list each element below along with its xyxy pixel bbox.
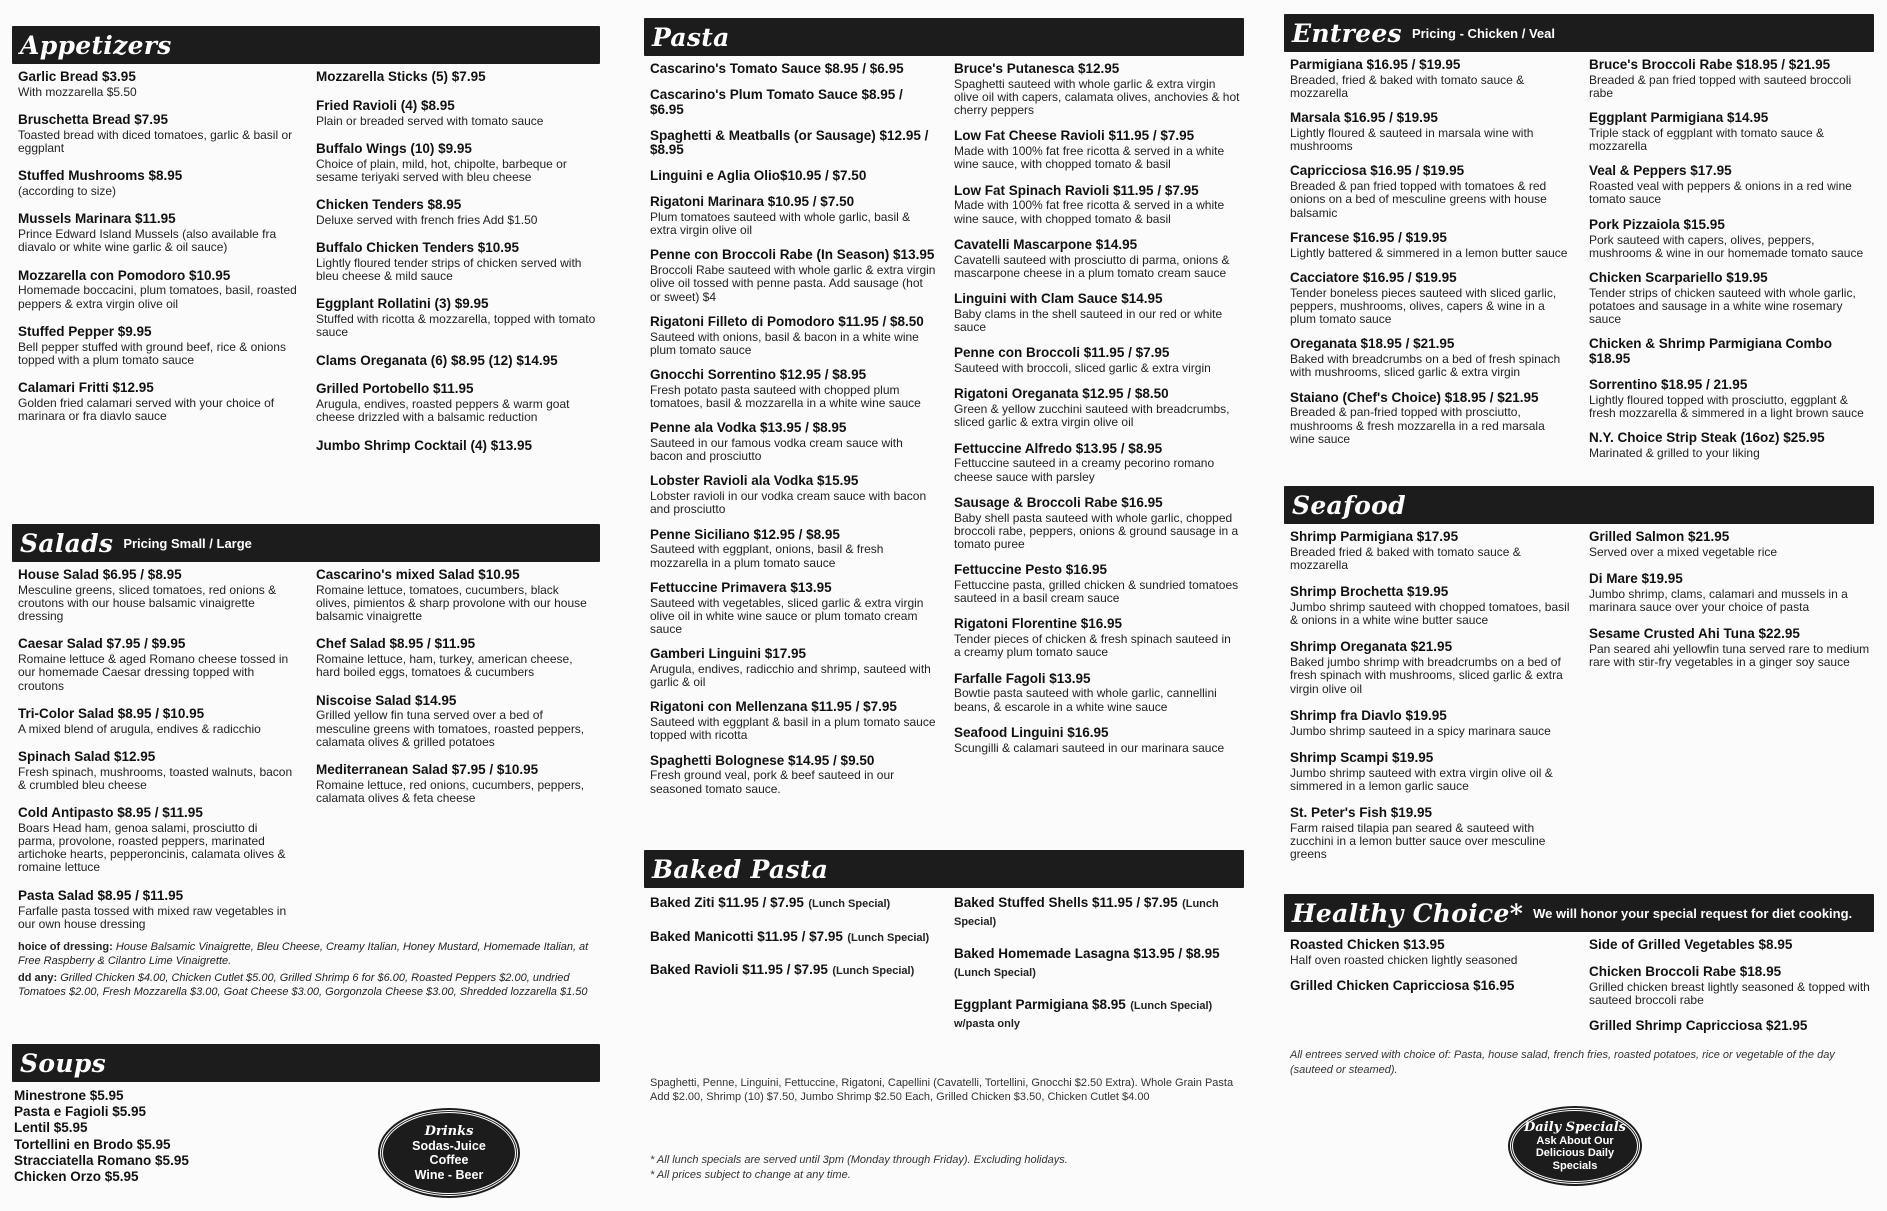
menu-item: House Salad $6.95 / $8.95 Mesculine greens, sliced tomatoes, red onions & croutons with our house balsamic vinaigrette dressing (18, 567, 277, 624)
list-item: Lentil $5.95 (14, 1120, 88, 1136)
menu-item: Staiano (Chef's Choice) $18.95 / $21.95 Breaded & pan-fried topped with prosciutto, mushrooms & fresh mozzarella in a red marsala wine sauce (1290, 389, 1545, 446)
menu-item: Baked Stuffed Shells $11.95 / $7.95 (Lunch Special) (954, 895, 1219, 928)
menu-item: Lobster Ravioli ala Vodka $15.95 Lobster ravioli in our vodka cream sauce with bacon and prosciutto (650, 473, 927, 517)
healthy-choice-title: Healthy Choice* (1292, 898, 1524, 928)
baked-pasta-list-right (954, 894, 1240, 1048)
menu-item: Grilled Portobello $11.95 Arugula, endives, roasted peppers & warm goat cheese drizzled with a balsamic reduction (316, 381, 570, 425)
menu-item: Cacciatore $16.95 / $19.95 Tender boneless pieces sauteed with sliced garlic, peppers, mushrooms, olives, capers & wine in a plum tomato sauce (1290, 269, 1557, 327)
menu-item: Spaghetti & Meatballs (or Sausage) $12.95 / $8.95 (650, 127, 929, 158)
menu-item: Cascarino's Plum Tomato Sauce $8.95 / $6.95 (650, 86, 903, 117)
salads-title: Salads (20, 528, 114, 558)
menu-item: Stuffed Mushrooms $8.95 (according to size) (18, 168, 183, 199)
menu-item: Jumbo Shrimp Cocktail (4) $13.95 (316, 437, 533, 453)
menu-item: Oreganata $18.95 / $21.95 Baked with breadcrumbs on a bed of fresh spinach with mushrooms, sliced garlic & extra virgin (1290, 336, 1561, 380)
seafood-list-left (1290, 530, 1571, 875)
menu-item: Caesar Salad $7.95 / $9.95 Romaine lettuce & aged Romano cheese tossed in our homemade Caesar dressing topped with croutons (18, 636, 289, 693)
soups-banner (12, 1044, 600, 1082)
menu-item: Spaghetti Bolognese $14.95 / $9.50 Fresh ground veal, pork & beef sauteed in our seasoned tomato sauce. (650, 752, 895, 796)
menu-item: Chicken & Shrimp Parmigiana Combo $18.95 (1589, 336, 1833, 367)
menu-item: Eggplant Parmigiana $8.95 (Lunch Special) w/pasta only (954, 997, 1213, 1030)
menu-item: Bruce's Putanesca $12.95 Spaghetti sauteed with whole garlic & extra virgin olive oil with capers, calamata olives, anchovies & hot cherry peppers (954, 61, 1240, 118)
menu-item: Shrimp Brochetta $19.95 Jumbo shrimp sauteed with chopped tomatoes, basil & onions in a white wine butter sauce (1290, 584, 1570, 628)
menu-item: Mediterranean Salad $7.95 / $10.95 Romaine lettuce, red onions, cucumbers, peppers, calamata olives & feta cheese (316, 762, 585, 806)
pasta-banner (644, 18, 1244, 56)
menu-item: Rigatoni Florentine $16.95 Tender pieces of chicken & fresh spinach sauteed in a creamy plum tomato sauce (954, 616, 1231, 660)
baked-pasta-list-left (650, 894, 936, 1048)
menu-item: Marsala $16.95 / $19.95 Lightly floured & sauteed in marsala wine with mushrooms (1290, 110, 1534, 154)
menu-item: Low Fat Cheese Ravioli $11.95 / $7.95 Made with 100% fat free ricotta & served in a white wine sauce, with chopped tomato & basil (954, 128, 1225, 172)
pasta-list-right (954, 62, 1240, 807)
menu-item: Capricciosa $16.95 / $19.95 Breaded & pan fried topped with tomatoes & red onions on a bed of mesculine greens with house balsamic (1290, 163, 1547, 220)
list-item: Stracciatella Romano $5.95 (14, 1152, 189, 1168)
menu-item: N.Y. Choice Strip Steak (16oz) $25.95 Marinated & grilled to your liking (1589, 430, 1825, 461)
menu-item: Mussels Marinara $11.95 Prince Edward Island Mussels (also available fra diavalo or white wine garlic & oil sauce) (18, 211, 277, 255)
menu-item: Roasted Chicken $13.95 Half oven roasted chicken lightly seasoned (1290, 937, 1518, 967)
menu-item: Low Fat Spinach Ravioli $11.95 / $7.95 Made with 100% fat free ricotta & served in a white wine sauce, with chopped tomato & basil (954, 182, 1225, 226)
menu-item: Di Mare $19.95 Jumbo shrimp, clams, calamari and mussels in a marinara sauce over your choice of pasta (1589, 571, 1848, 615)
menu-column-right (1284, 0, 1874, 1211)
menu-item: Fried Ravioli (4) $8.95 Plain or breaded served with tomato sauce (316, 97, 544, 128)
seafood-section (1284, 486, 1874, 875)
salads-list-left (18, 568, 298, 945)
menu-item: Spinach Salad $12.95 Fresh spinach, mushrooms, toasted walnuts, bacon & crumbled bleu cheese (18, 748, 293, 792)
healthy-choice-section (1284, 894, 1874, 1172)
menu-item: Bruschetta Bread $7.95 Toasted bread with diced tomatoes, garlic & basil or eggplant (18, 112, 293, 156)
baked-pasta-section (644, 850, 1244, 1183)
menu-item: Niscoise Salad $14.95 Grilled yellow fin tuna served over a bed of mesculine greens with tomatoes, roasted peppers, calamata olives & grilled potatoes (316, 692, 585, 749)
list-item: Pasta e Fagioli $5.95 (14, 1104, 147, 1120)
menu-item: Eggplant Rollatini (3) $9.95 Stuffed with ricotta & mozzarella, topped with tomato sauce (316, 296, 596, 340)
menu-item: Penne con Broccoli Rabe (In Season) $13.95 Broccoli Rabe sauteed with whole garlic & extra virgin olive oil tossed with penne pasta. Add sausage (hot or sweet) $4 (650, 247, 936, 304)
menu-item: Baked Manicotti $11.95 / $7.95 (Lunch Special) (650, 928, 930, 944)
menu-item: Sesame Crusted Ahi Tuna $22.95 Pan seared ahi yellowfin tuna served rare to medium rare with stir-fry vegetables in a ginger soy sauce (1589, 626, 1870, 670)
entrees-list-right (1589, 58, 1870, 471)
menu-item: Cavatelli Mascarpone $14.95 Cavatelli sauteed with prosciutto di parma, onions & mascarpone cheese in a plum tomato cream sauce (954, 236, 1230, 280)
salads-banner (12, 524, 600, 562)
menu-item: Gnocchi Sorrentino $12.95 / $8.95 Fresh potato pasta sauteed with chopped plum tomatoes, basil & mozzarella in a white wine sauce (650, 366, 921, 410)
menu-item: Buffalo Chicken Tenders $10.95 Lightly floured tender strips of chicken served with bleu cheese & mild sauce (316, 240, 582, 284)
menu-item: Baked Ziti $11.95 / $7.95 (Lunch Special) (650, 895, 891, 910)
menu-item: Grilled Chicken Capricciosa $16.95 (1290, 978, 1515, 994)
menu-item: Rigatoni Marinara $10.95 / $7.50 Plum tomatoes sauteed with whole garlic, basil & extra virgin olive oil (650, 194, 911, 238)
baked-pasta-title: Baked Pasta (652, 854, 829, 884)
healthy-choice-banner (1284, 894, 1874, 932)
menu-item: Tri-Color Salad $8.95 / $10.95 A mixed blend of arugula, endives & radicchio (18, 705, 261, 736)
pasta-section (644, 18, 1244, 807)
menu-item: Chef Salad $8.95 / $11.95 Romaine lettuce, ham, turkey, american cheese, hard boiled eggs, tomatoes & cucumbers (316, 636, 573, 680)
menu-item: Mozzarella con Pomodoro $10.95 Homemade boccacini, plum tomatoes, basil, roasted peppers & extra virgin olive oil (18, 267, 297, 311)
menu-item: Sausage & Broccoli Rabe $16.95 Baby shell pasta sauteed with whole garlic, chopped broccoli rabe, peppers, onions & ground sausage in a tomato puree (954, 494, 1239, 551)
menu-item: Cold Antipasto $8.95 / $11.95 Boars Head ham, genoa salami, prosciutto di parma, provolone, roasted peppers, marinated artichoke hearts, pepperoncinis, calamata olives & romaine lettuce (18, 805, 286, 875)
seafood-title: Seafood (1292, 490, 1406, 520)
menu-item: Stuffed Pepper $9.95 Bell pepper stuffed with ground beef, rice & onions topped with a plum tomato sauce (18, 323, 286, 367)
menu-item: Veal & Peppers $17.95 Roasted veal with peppers & onions in a red wine tomato sauce (1589, 163, 1852, 207)
menu-item: Shrimp Parmigiana $17.95 Breaded fried & baked with tomato sauce & mozzarella (1290, 529, 1521, 573)
menu-item: Linguini e Aglia Olio$10.95 / $7.50 (650, 168, 867, 184)
menu-item: Bruce's Broccoli Rabe $18.95 / $21.95 Breaded & pan fried topped with sauteed broccoli rabe (1589, 57, 1852, 101)
pasta-title: Pasta (652, 22, 730, 52)
menu-item: Penne con Broccoli $11.95 / $7.95 Sauteed with broccoli, sliced garlic & extra virgin (954, 345, 1211, 376)
menu-item: Sorrentino $18.95 / 21.95 Lightly floured topped with prosciutto, eggplant & fresh mozzarella & simmered in a light brown sauce (1589, 376, 1864, 420)
menu-item: Grilled Shrimp Capricciosa $21.95 (1589, 1018, 1808, 1034)
healthy-list-left (1290, 938, 1571, 1046)
menu-item: Parmigiana $16.95 / $19.95 Breaded, fried & baked with tomato sauce & mozzarella (1290, 57, 1525, 101)
entrees-section (1284, 14, 1874, 471)
healthy-choice-subtitle: We will honor your special request for diet cooking. (1533, 905, 1853, 921)
entrees-title: Entrees (1292, 18, 1402, 48)
entrees-list-left (1290, 58, 1571, 471)
appetizers-section (12, 26, 600, 467)
list-item: Chicken Orzo $5.95 (14, 1168, 139, 1184)
menu-item: Mozzarella Sticks (5) $7.95 (316, 69, 486, 84)
appetizers-banner (12, 26, 600, 64)
soups-section (12, 1044, 600, 1185)
menu-item: Shrimp Oreganata $21.95 Baked jumbo shrimp with breadcrumbs on a bed of fresh spinach with mushrooms, sliced garlic & extra virgin olive oil (1290, 639, 1563, 696)
entrees-banner (1284, 14, 1874, 52)
menu-item: Baked Homemade Lasagna $13.95 / $8.95 (Lunch Special) (954, 946, 1220, 979)
appetizers-list-right (316, 70, 596, 467)
menu-item: Baked Ravioli $11.95 / $7.95 (Lunch Special) (650, 962, 915, 978)
seafood-list-right (1589, 530, 1870, 875)
menu-item: Rigatoni Filleto di Pomodoro $11.95 / $8.50 Sauteed with onions, basil & bacon in a white wine plum tomato sauce (650, 313, 924, 357)
served-with-note: All entrees served with choice of: Pasta, house salad, french fries, roasted potatoes, rice or vegetable of the day (sauteed or steamed). (1290, 1048, 1835, 1076)
pasta-list-left (650, 62, 936, 807)
appetizers-title: Appetizers (20, 30, 172, 60)
menu-item: Chicken Broccoli Rabe $18.95 Grilled chicken breast lightly seasoned & topped with sauteed broccoli rabe (1589, 963, 1870, 1007)
soups-title: Soups (20, 1048, 106, 1078)
appetizers-list-left (18, 70, 298, 467)
menu-item: Side of Grilled Vegetables $8.95 (1589, 937, 1793, 952)
menu-item: Pasta Salad $8.95 / $11.95 Farfalle pasta tossed with mixed raw vegetables in our own house dressing (18, 887, 287, 931)
addon-note: dd any: Grilled Chicken $4.00, Chicken Cutlet $5.00, Grilled Shrimp 6 for $6.00, Roasted Peppers $2.00, undried Tomatoes $2.00, Fresh Mozzarella $3.00, Goat Cheese $3.00, Gorgonzola Cheese $3.00, Shredded lozzarella $1.50 (18, 972, 588, 999)
list-item: Tortellini en Brodo $5.95 (14, 1136, 171, 1152)
menu-item: Grilled Salmon $21.95 Served over a mixed vegetable rice (1589, 529, 1778, 559)
menu-item: Chicken Scarpariello $19.95 Tender strips of chicken sauteed with whole garlic, potatoes and sausage in a white wine rosemary sauce (1589, 269, 1856, 327)
menu-column-left (12, 0, 600, 1211)
menu-item: Shrimp Scampi $19.95 Jumbo shrimp sauteed with extra virgin olive oil & simmered in a lemon garlic sauce (1290, 749, 1553, 793)
drinks-badge: Drinks Sodas-Juice Coffee Wine - Beer (380, 1110, 518, 1196)
pasta-options-note: Spaghetti, Penne, Linguini, Fettuccine, Rigatoni, Capellini (Cavatelli, Tortellini, Gnocchi $2.50 Extra). Whole Grain Pasta Add $2.00, Shrimp (10) $7.50, Jumbo Shrimp $2.50 Each, Grilled Chicken $3.50, Chicken Cutlet $4.00 (650, 1076, 1234, 1104)
list-item: Minestrone $5.95 (14, 1088, 124, 1103)
menu-item: Penne ala Vodka $13.95 / $8.95 Sauteed in our famous vodka cream sauce with bacon and prosciutto (650, 420, 903, 464)
menu-column-middle (644, 0, 1244, 1211)
menu-item: Buffalo Wings (10) $9.95 Choice of plain, mild, hot, chipolte, barbeque or sesame teriyaki served with bleu cheese (316, 140, 567, 184)
menu-item: Farfalle Fagoli $13.95 Bowtie pasta sauteed with whole garlic, cannellini beans, & escarole in a white wine sauce (954, 670, 1217, 714)
salads-section (12, 524, 600, 1000)
menu-item: Francese $16.95 / $19.95 Lightly battered & simmered in a lemon butter sauce (1290, 229, 1568, 260)
menu-item: Gamberi Linguini $17.95 Arugula, endives, radicchio and shrimp, sauteed with garlic & oil (650, 646, 931, 690)
menu-item: St. Peter's Fish $19.95 Farm raised tilapia pan seared & sauteed with zucchini in a lemon butter sauce over mesculine greens (1290, 805, 1546, 862)
salads-list-right (316, 568, 596, 945)
healthy-list-right (1589, 938, 1870, 1046)
menu-item: Penne Siciliano $12.95 / $8.95 Sauteed with eggplant, onions, basil & fresh mozzarella in a plum tomato sauce (650, 526, 884, 570)
lunch-note: * All lunch specials are served until 3pm (Monday through Friday). Excluding holidays. (650, 1154, 1068, 1167)
menu-item: Pork Pizzaiola $15.95 Pork sauteed with capers, olives, peppers, mushrooms & wine in our homemade tomato sauce (1589, 216, 1864, 260)
daily-specials-badge: Daily Specials Ask About Our Delicious Daily Specials (1510, 1108, 1640, 1184)
menu-item: Seafood Linguini $16.95 Scungilli & calamari sauteed in our marinara sauce (954, 724, 1225, 755)
menu-item: Rigatoni Oreganata $12.95 / $8.50 Green & yellow zucchini sauteed with breadcrumbs, sliced garlic & extra virgin olive oil (954, 386, 1230, 430)
salads-subtitle: Pricing Small / Large (123, 535, 252, 551)
menu-item: Rigatoni con Mellenzana $11.95 / $7.95 Sauteed with eggplant & basil in a plum tomato sauce topped with ricotta (650, 699, 936, 743)
baked-pasta-banner (644, 850, 1244, 888)
menu-item: Fettuccine Alfredo $13.95 / $8.95 Fettuccine sauteed in a creamy pecorino romano cheese sauce with parsley (954, 440, 1215, 484)
menu-item: Clams Oreganata (6) $8.95 (12) $14.95 (316, 352, 558, 368)
seafood-banner (1284, 486, 1874, 524)
menu-item: Eggplant Parmigiana $14.95 Triple stack of eggplant with tomato sauce & mozzarella (1589, 110, 1825, 154)
price-note: * All prices subject to change at any time. (650, 1169, 851, 1182)
menu-item: Linguini with Clam Sauce $14.95 Baby clams in the shell sauteed in our red or white sauce (954, 291, 1223, 335)
menu-item: Fettuccine Pesto $16.95 Fettuccine pasta, grilled chicken & sundried tomatoes sauteed in a basil cream sauce (954, 562, 1239, 606)
menu-item: Cascarino's mixed Salad $10.95 Romaine lettuce, tomatoes, cucumbers, black olives, pimientos & sharp provolone with our house balsamic vinaigrette (316, 567, 587, 624)
entrees-subtitle: Pricing - Chicken / Veal (1411, 25, 1555, 41)
dressing-note: hoice of dressing: House Balsamic Vinaigrette, Bleu Cheese, Creamy Italian, Honey Mustard, Homemade Italian, at Free Raspberry & Cilantro Lime Vinaigrette. (18, 940, 589, 967)
menu-item: Cascarino's Tomato Sauce $8.95 / $6.95 (650, 61, 904, 76)
menu-item: Fettuccine Primavera $13.95 Sauteed with vegetables, sliced garlic & extra virgin olive oil in white wine sauce or plum tomato cream sauce (650, 579, 924, 636)
menu-item: Garlic Bread $3.95 With mozzarella $5.50 (18, 69, 137, 99)
menu-item: Chicken Tenders $8.95 Deluxe served with french fries Add $1.50 (316, 197, 538, 227)
menu-item: Calamari Fritti $12.95 Golden fried calamari served with your choice of marinara or fra diavlo sauce (18, 379, 275, 423)
menu-item: Shrimp fra Diavlo $19.95 Jumbo shrimp sauteed in a spicy marinara sauce (1290, 707, 1551, 738)
